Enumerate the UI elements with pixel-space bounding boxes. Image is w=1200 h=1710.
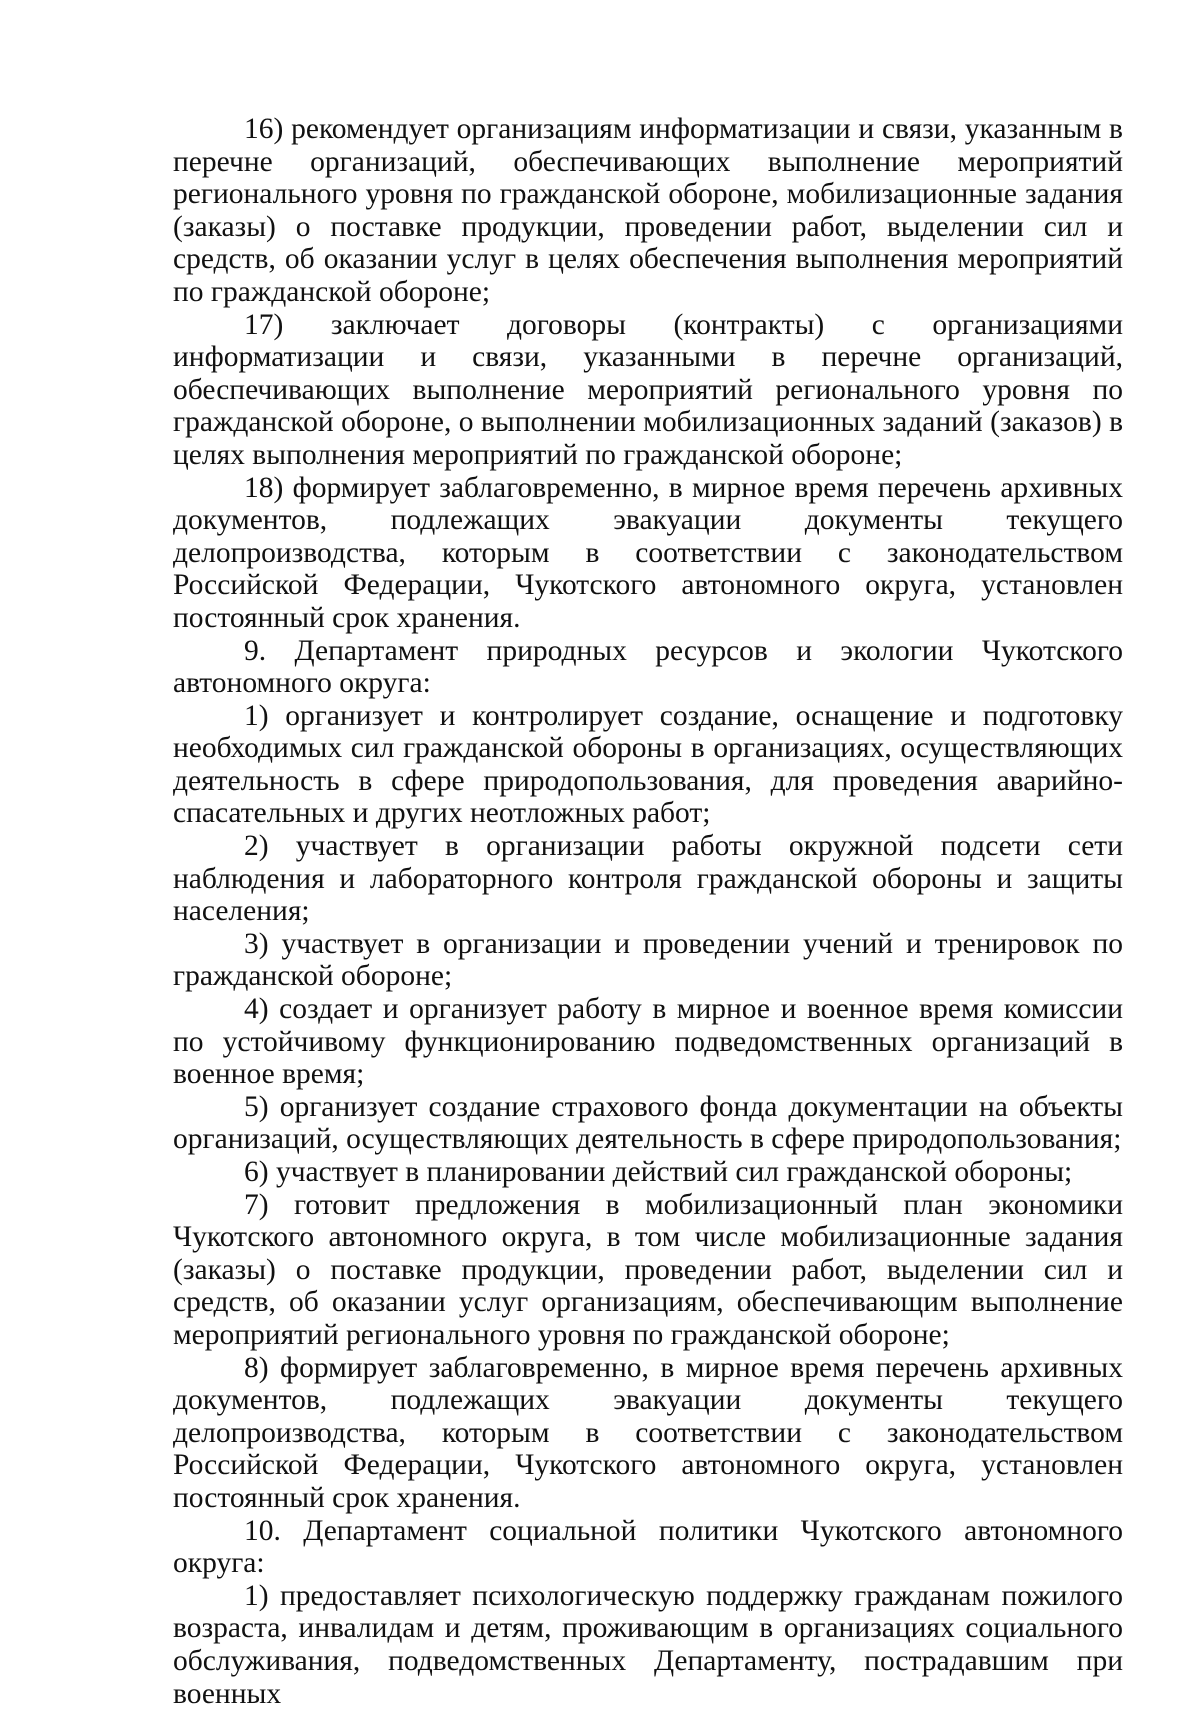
paragraph-17: 17) заключает договоры (контракты) с организациями информатизации и связи, указанными в перечне организаций, обеспечивающих выполнение мероприятий регионального уровня по гражданской обороне, о выполнении мобилизационных заданий (заказов) в целях выполнения мероприятий по гражданской обороне; bbox=[173, 308, 1123, 471]
paragraph-18: 18) формирует заблаговременно, в мирное время перечень архивных документов, подлежащих эвакуации документы текущего делопроизводства, которым в соответствии с законодательством Российской Федерации, Чукотского автономного округа, установлен постоянный срок хранения. bbox=[173, 471, 1123, 634]
section-9-item-5: 5) организует создание страхового фонда документации на объекты организаций, осуществляющих деятельность в сфере природопользования; bbox=[173, 1090, 1123, 1156]
section-9-item-2: 2) участвует в организации работы окружной подсети сети наблюдения и лабораторного контроля гражданской обороны и защиты населения; bbox=[173, 830, 1123, 928]
section-9-item-3: 3) участвует в организации и проведении учений и тренировок по гражданской обороне; bbox=[173, 927, 1123, 993]
section-9-item-7: 7) готовит предложения в мобилизационный план экономики Чукотского автономного округа, в том числе мобилизационные задания (заказы) о поставке продукции, проведении работ, выделении сил и средств, об оказании услуг организациям, обеспечивающим выполнение мероприятий регионального уровня по гражданской обороне; bbox=[173, 1188, 1123, 1351]
section-10-item-1: 1) предоставляет психологическую поддержку гражданам пожилого возраста, инвалидам и детям, проживающим в организациях социального обслуживания, подведомственных Департаменту, пострадавшим при военных bbox=[173, 1579, 1123, 1710]
section-10-heading: 10. Департамент социальной политики Чукотского автономного округа: bbox=[173, 1514, 1123, 1580]
section-9-item-1: 1) организует и контролирует создание, оснащение и подготовку необходимых сил гражданской обороны в организациях, осуществляющих деятельность в сфере природопользования, для проведения аварийно-спасательных и других неотложных работ; bbox=[173, 699, 1123, 830]
section-9-item-6: 6) участвует в планировании действий сил гражданской обороны; bbox=[244, 1156, 1073, 1188]
paragraph-16: 16) рекомендует организациям информатизации и связи, указанным в перечне организаций, обеспечивающих выполнение мероприятий регионального уровня по гражданской обороне, мобилизационные задания (заказы) о поставке продукции, проведении работ, выделении сил и средств, об оказании услуг в целях обеспечения выполнения мероприятий по гражданской обороне; bbox=[173, 113, 1123, 308]
section-9-item-8: 8) формирует заблаговременно, в мирное время перечень архивных документов, подлежащих эвакуации документы текущего делопроизводства, которым в соответствии с законодательством Российской Федерации, Чукотского автономного округа, установлен постоянный срок хранения. bbox=[173, 1351, 1123, 1514]
document-body bbox=[173, 113, 1123, 1710]
section-9-heading: 9. Департамент природных ресурсов и экологии Чукотского автономного округа: bbox=[173, 634, 1123, 700]
section-9-item-4: 4) создает и организует работу в мирное и военное время комиссии по устойчивому функционированию подведомственных организаций в военное время; bbox=[173, 993, 1123, 1091]
